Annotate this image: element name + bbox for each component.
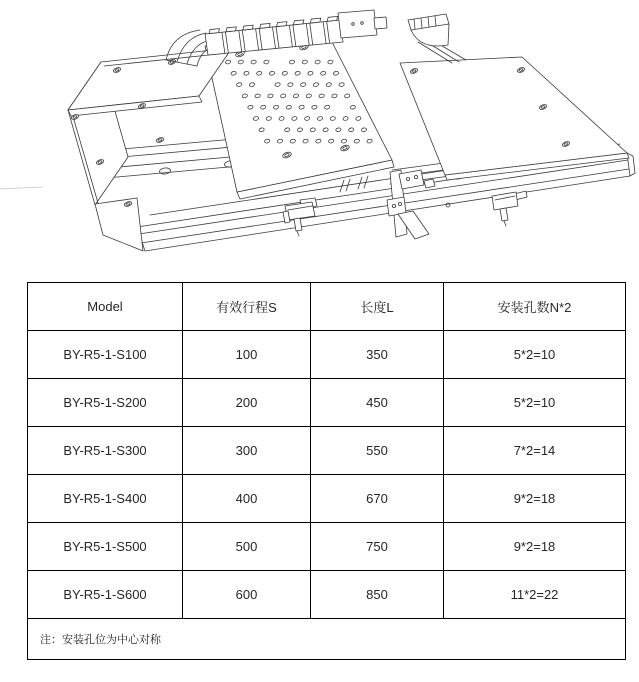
header-row bbox=[28, 283, 626, 331]
cell-stroke: 100 bbox=[183, 331, 311, 379]
right-cover bbox=[400, 57, 629, 180]
table-row bbox=[28, 571, 626, 619]
cell-stroke: 200 bbox=[183, 379, 311, 427]
table-row bbox=[28, 475, 626, 523]
cell-model: BY-R5-1-S100 bbox=[28, 331, 183, 379]
cell-holes: 5*2=10 bbox=[444, 331, 626, 379]
cell-length: 550 bbox=[311, 427, 444, 475]
cell-model: BY-R5-1-S500 bbox=[28, 523, 183, 571]
cell-model: BY-R5-1-S200 bbox=[28, 379, 183, 427]
cell-holes: 9*2=18 bbox=[444, 523, 626, 571]
cell-model: BY-R5-1-S600 bbox=[28, 571, 183, 619]
header-cell-holes: 安装孔数N*2 bbox=[444, 283, 626, 331]
cell-holes: 5*2=10 bbox=[444, 379, 626, 427]
note-row bbox=[28, 619, 626, 660]
spec-table bbox=[27, 282, 626, 660]
cell-length: 670 bbox=[311, 475, 444, 523]
header-cell-model: Model bbox=[28, 283, 183, 331]
cell-length: 350 bbox=[311, 331, 444, 379]
cell-stroke: 500 bbox=[183, 523, 311, 571]
header-cell-stroke: 有效行程S bbox=[183, 283, 311, 331]
table-row bbox=[28, 523, 626, 571]
cell-holes: 7*2=14 bbox=[444, 427, 626, 475]
cell-holes: 11*2=22 bbox=[444, 571, 626, 619]
table-note: 注：安装孔位为中心对称 bbox=[28, 619, 626, 660]
table-row bbox=[28, 331, 626, 379]
cell-length: 750 bbox=[311, 523, 444, 571]
chain-end-connector bbox=[338, 10, 387, 38]
cell-model: BY-R5-1-S400 bbox=[28, 475, 183, 523]
cell-stroke: 400 bbox=[183, 475, 311, 523]
cell-length: 850 bbox=[311, 571, 444, 619]
cell-stroke: 300 bbox=[183, 427, 311, 475]
table-row bbox=[28, 379, 626, 427]
power-cable bbox=[408, 14, 466, 63]
cell-stroke: 600 bbox=[183, 571, 311, 619]
cell-length: 450 bbox=[311, 379, 444, 427]
linear-stage-cad-drawing bbox=[0, 0, 639, 278]
carriage-plate bbox=[205, 38, 394, 199]
cell-holes: 9*2=18 bbox=[444, 475, 626, 523]
stray-line bbox=[0, 187, 42, 189]
header-cell-length: 长度L bbox=[311, 283, 444, 331]
product-drawing bbox=[0, 0, 639, 278]
table-row bbox=[28, 427, 626, 475]
limit-switch-right bbox=[492, 191, 527, 226]
cell-model: BY-R5-1-S300 bbox=[28, 427, 183, 475]
